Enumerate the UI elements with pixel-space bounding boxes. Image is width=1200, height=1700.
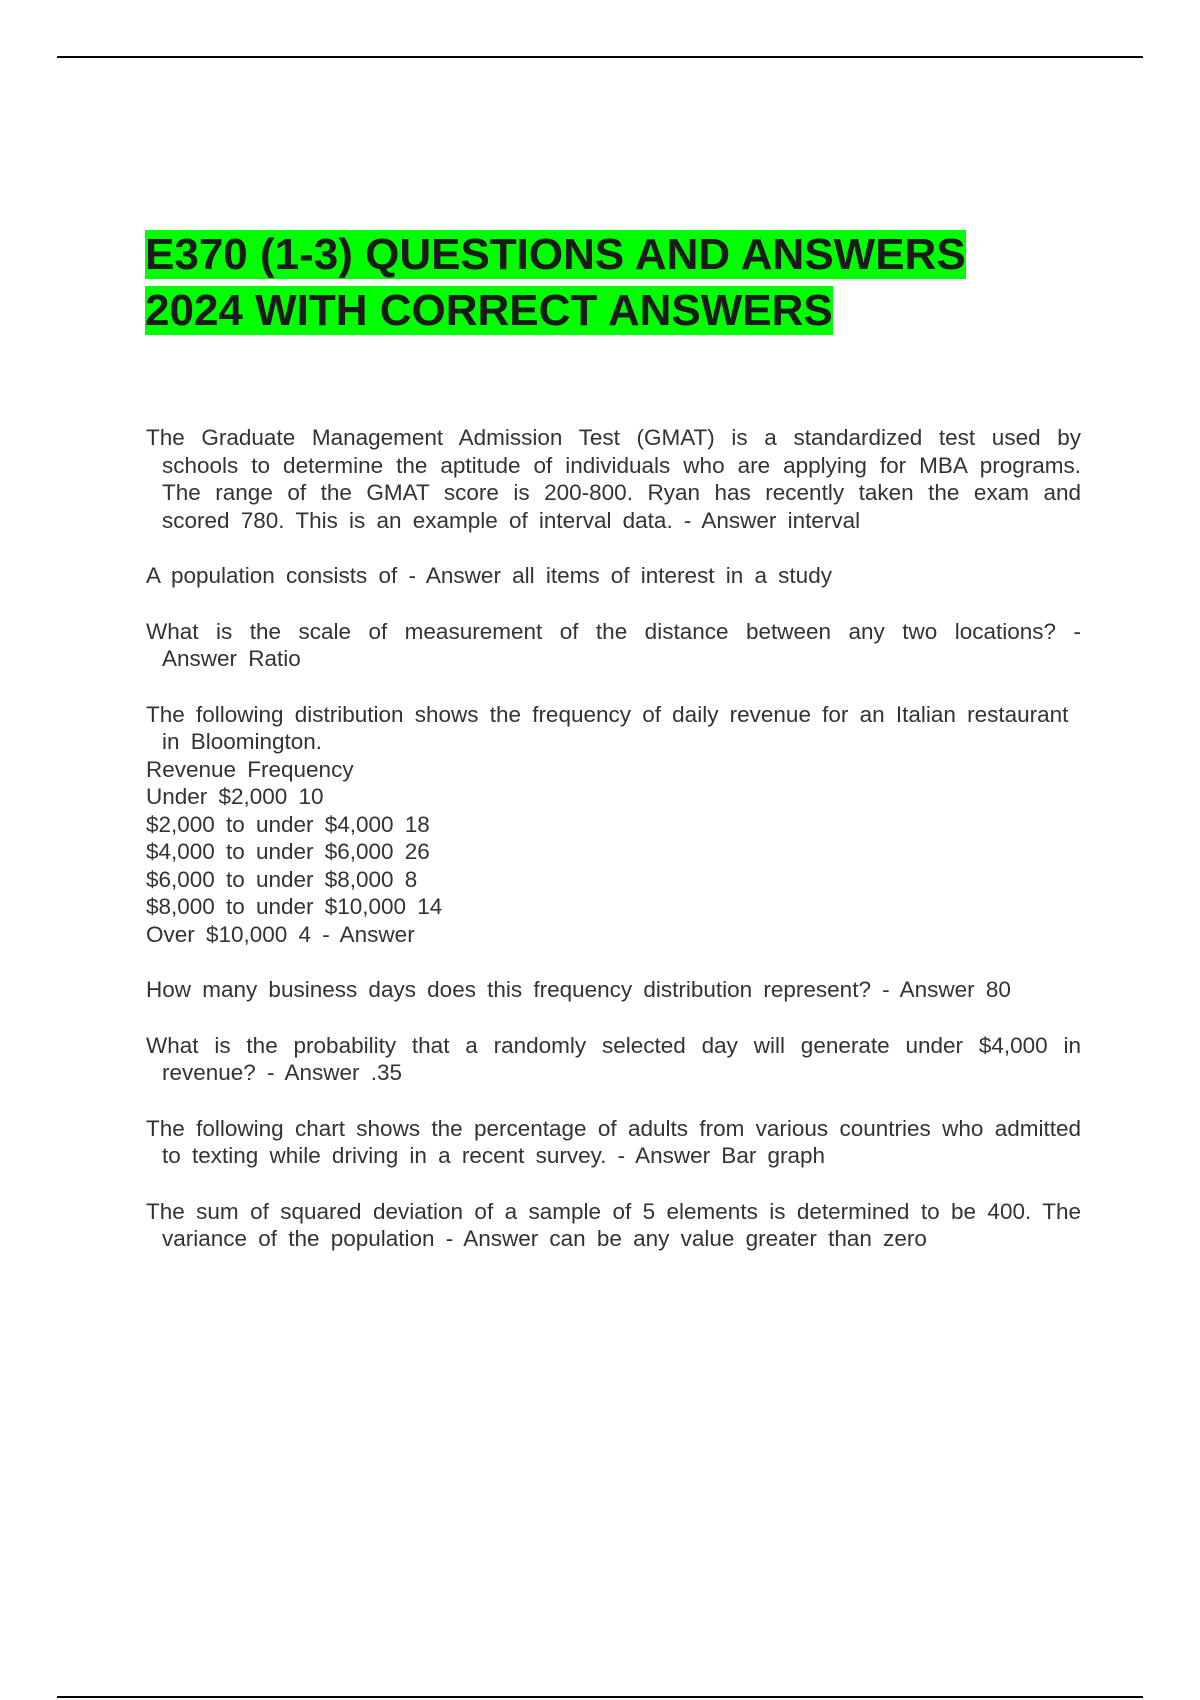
distribution-row: $6,000 to under $8,000 8 [146,866,418,892]
qa-item-scale: What is the scale of measurement of the distance between any two locations? - Answer Ratio [146,618,1081,671]
top-rule [57,56,1143,58]
distribution-row: $2,000 to under $4,000 18 [146,811,430,837]
distribution-row: $8,000 to under $10,000 14 [146,894,443,919]
qa-item-chart: The following chart shows the percentage of adults from various countries who admitted to texting while driving in a recent survey. - Answer Bar graph [146,1115,1081,1168]
qa-item-variance: The sum of squared deviation of a sample of 5 elements is determined to be 400. The variance of the population - Answer can be any value greater than zero [146,1198,1081,1251]
distribution-block [146,701,1081,949]
qa-item-business-days: How many business days does this frequency distribution represent? - Answer 80 [146,977,1011,1002]
qa-content [146,424,1081,1281]
title-line-2: 2024 WITH CORRECT ANSWERS [145,286,833,335]
qa-item-gmat: The Graduate Management Admission Test (GMAT) is a standardized test used by schools to determine the aptitude of individuals who are applying for MBA programs. The range of the GMAT score is 200-800. Ryan has recently taken the exam and scored 780. This is an example of interval data. - Answer interval [146,425,1081,533]
document-title [145,227,1085,339]
distribution-header: Revenue Frequency [146,756,354,782]
qa-item-probability: What is the probability that a randomly selected day will generate under $4,000 in revenue? - Answer .35 [146,1032,1081,1085]
qa-item-population: A population consists of - Answer all items of interest in a study [146,563,832,588]
title-line-1: E370 (1-3) QUESTIONS AND ANSWERS [145,230,966,279]
distribution-row: Under $2,000 10 [146,784,324,809]
distribution-row: $4,000 to under $6,000 26 [146,839,430,864]
distribution-row: Over $10,000 4 - Answer [146,921,415,947]
distribution-intro: The following distribution shows the frequency of daily revenue for an Italian restaurant in Bloomington. [146,701,1069,754]
bottom-rule [57,1696,1143,1698]
